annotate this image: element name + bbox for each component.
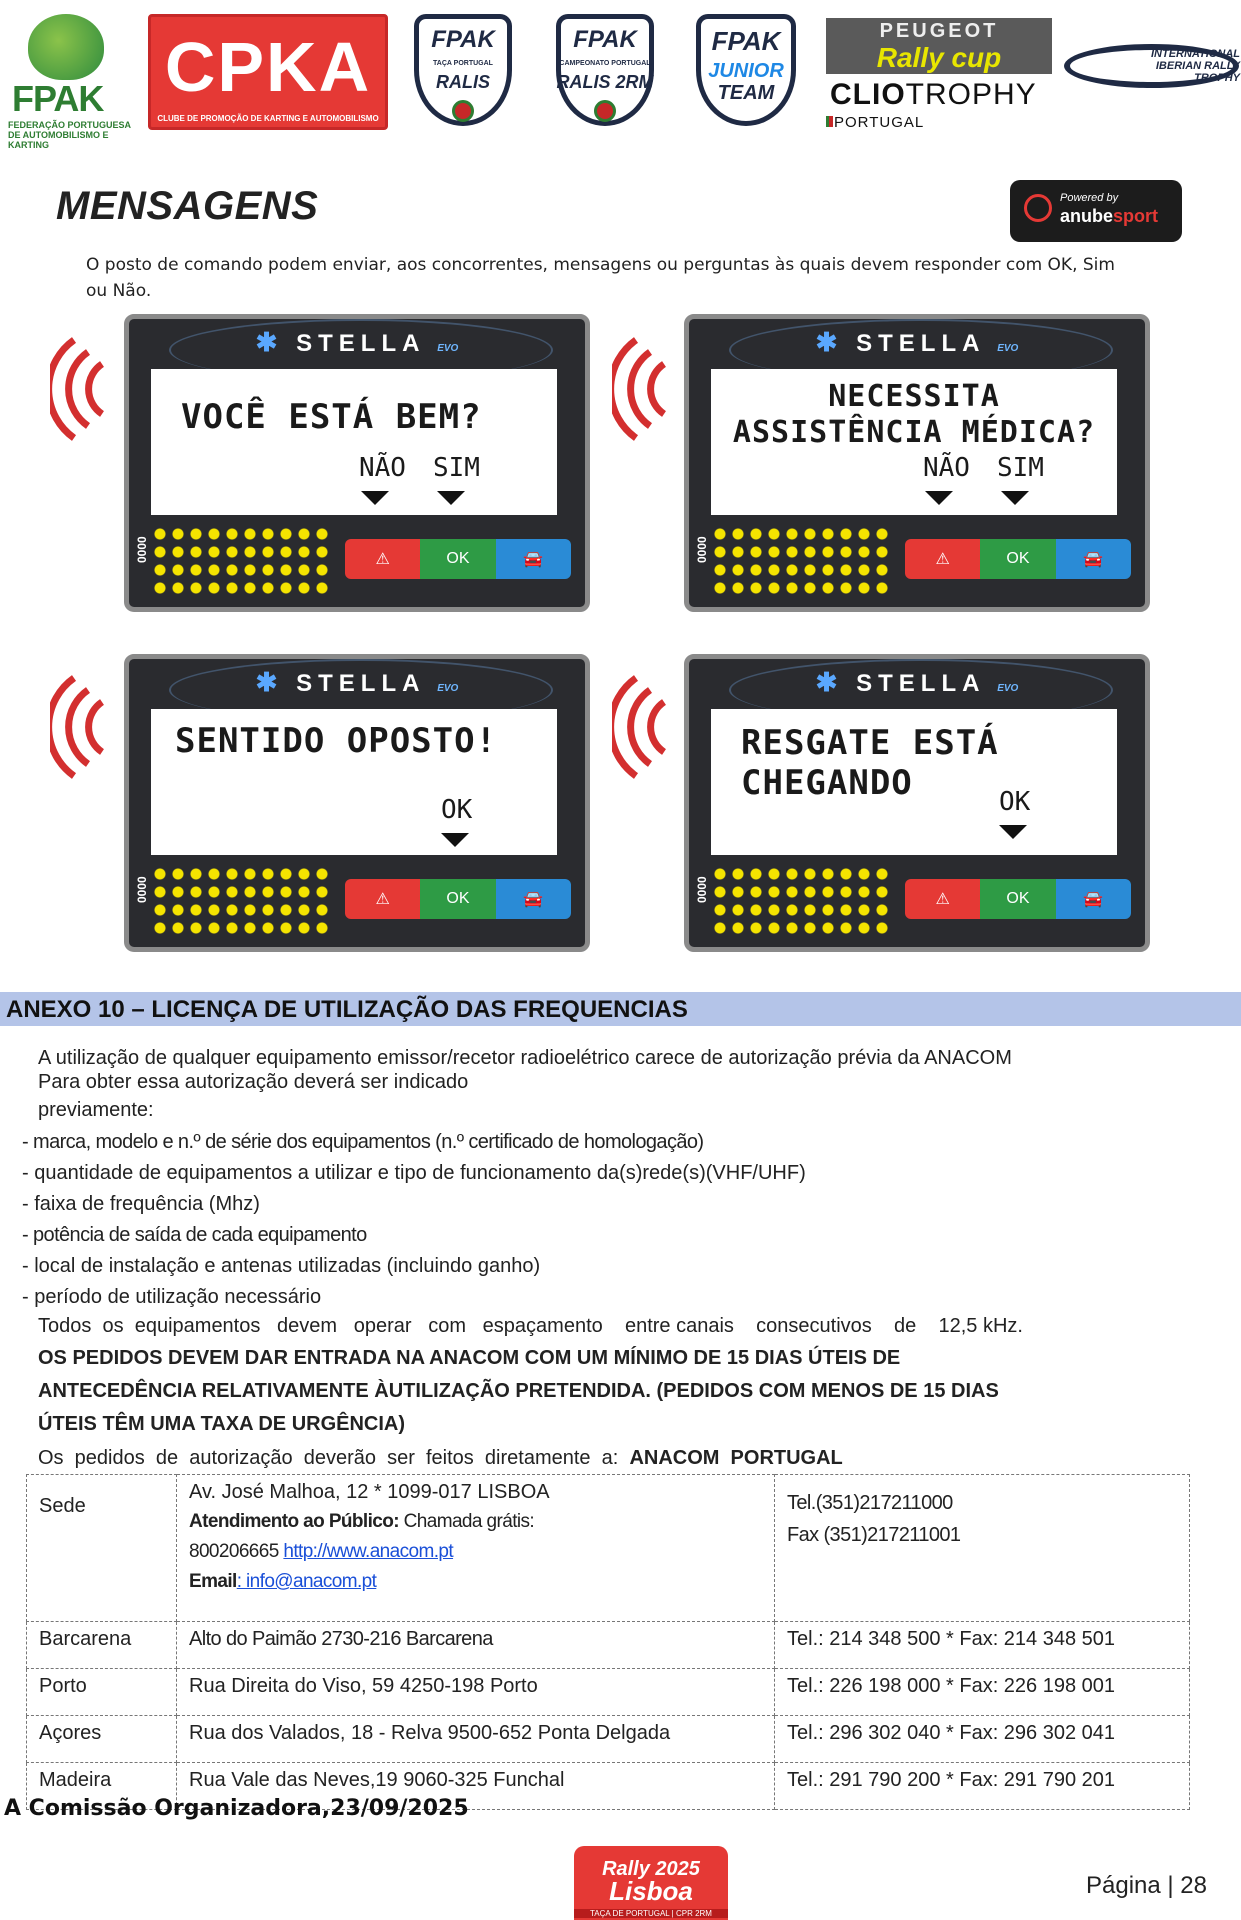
sede-email: Email: info@anacom.pt xyxy=(189,1571,377,1592)
stella-device xyxy=(684,654,1150,952)
fpak-ralis2rm-main: RALIS 2RM xyxy=(556,72,654,92)
arrow-down-icon xyxy=(925,491,953,505)
fpak-ralis-sub: TAÇA PORTUGAL xyxy=(433,60,493,67)
signature-line: A Comissão Organizadora,23/09/2025 xyxy=(4,1796,469,1821)
annex-paragraph-2: Para obter essa autorização deverá ser indicado xyxy=(38,1071,469,1093)
annex-list-item: - quantidade de equipamentos a utilizar e tipo de funcionamento da(s)rede(s)(VHF/UHF) xyxy=(22,1162,806,1184)
peugeot-clio-logo xyxy=(826,18,1056,130)
arrow-down-icon xyxy=(1001,491,1029,505)
table-row xyxy=(27,1622,1190,1669)
led-matrix xyxy=(711,865,891,939)
screen-message-line1: NECESSITA xyxy=(828,379,1000,414)
device-screen xyxy=(151,709,557,855)
portugal-flag-icon xyxy=(826,116,833,127)
annex-list-item: - local de instalação e antenas utilizadas (incluindo ganho) xyxy=(22,1255,541,1277)
place-cell: Barcarena xyxy=(27,1622,177,1669)
fpak-junior-team-logo xyxy=(690,14,802,132)
rally-lisboa-logo xyxy=(574,1846,728,1920)
stella-device xyxy=(684,314,1150,612)
rally-logo-line2: Lisboa xyxy=(609,1876,693,1906)
car-button[interactable]: 🚘 xyxy=(496,539,571,579)
powered-by-badge xyxy=(1010,180,1182,242)
clio-trophy-title: CLIOTROPHY xyxy=(830,78,1037,111)
option-ok[interactable]: OK xyxy=(999,787,1031,817)
iberian-text: INTERNATIONAL IBERIAN RALLY TROPHY xyxy=(1150,48,1240,84)
fpak-ralis-top: FPAK xyxy=(431,26,495,53)
device-buttons xyxy=(905,539,1131,579)
peugeot-rally-cup-banner xyxy=(826,18,1052,74)
alert-button[interactable]: ⚠ xyxy=(905,879,980,919)
device-brand: ✱ STELLA EVO xyxy=(815,667,1019,697)
contact-cell: Tel.: 291 790 200 * Fax: 291 790 201 xyxy=(775,1763,1190,1810)
annex-paragraph-3: previamente: xyxy=(38,1099,154,1121)
device-counter: 0000 xyxy=(135,876,149,903)
option-nao[interactable]: NÃO xyxy=(359,453,406,483)
annex-warning-line3: ÚTEIS TÊM UMA TAXA DE URGÊNCIA) xyxy=(38,1413,406,1435)
option-sim[interactable]: SIM xyxy=(433,453,480,483)
star-icon: ✱ xyxy=(255,667,284,697)
sede-atendimento: Atendimento ao Público: Chamada grátis: xyxy=(189,1511,535,1532)
screen-message-line1: RESGATE ESTÁ xyxy=(741,723,999,763)
star-icon: ✱ xyxy=(815,667,844,697)
portugal-emblem-icon xyxy=(452,100,474,122)
stella-device xyxy=(124,314,590,612)
iberian-rally-logo xyxy=(1064,40,1241,94)
contact-cell xyxy=(775,1475,1190,1622)
section-title: MENSAGENS xyxy=(56,184,319,228)
powered-by-label: Powered by xyxy=(1060,192,1119,204)
alert-button[interactable]: ⚠ xyxy=(345,539,420,579)
device-brand: ✱ STELLA EVO xyxy=(255,327,459,357)
device-screen xyxy=(151,369,557,515)
table-row xyxy=(27,1475,1190,1622)
fpak-ralis-logo xyxy=(404,14,522,132)
sede-fax: Fax (351)217211001 xyxy=(787,1524,961,1546)
fpak-ralis-main: RALIS xyxy=(436,72,490,92)
arrow-down-icon xyxy=(441,833,469,847)
led-matrix xyxy=(711,525,891,599)
anacom-address-table xyxy=(26,1474,1190,1810)
device-brand: ✱ STELLA EVO xyxy=(815,327,1019,357)
junior-line2: TEAM xyxy=(717,82,775,104)
annex-list-item: - período de utilização necessário xyxy=(22,1286,322,1308)
junior-top: FPAK xyxy=(711,26,781,56)
table-row xyxy=(27,1669,1190,1716)
screen-message: SENTIDO OPOSTO! xyxy=(175,721,498,761)
address-cell: Rua Vale das Neves,19 9060-325 Funchal xyxy=(177,1763,775,1810)
contact-cell: Tel.: 296 302 040 * Fax: 296 302 041 xyxy=(775,1716,1190,1763)
car-button[interactable]: 🚘 xyxy=(496,879,571,919)
annex-list-item: - marca, modelo e n.º de série dos equipamentos (n.º certificado de homologação) xyxy=(22,1131,704,1153)
arrow-down-icon xyxy=(437,491,465,505)
contact-cell: Tel.: 226 198 000 * Fax: 226 198 001 xyxy=(775,1669,1190,1716)
led-matrix xyxy=(151,865,331,939)
annex-list-item: - potência de saída de cada equipamento xyxy=(22,1224,367,1246)
star-icon: ✱ xyxy=(255,327,284,357)
annex-warning-line1: OS PEDIDOS DEVEM DAR ENTRADA NA ANACOM COM UM MÍNIMO DE 15 DIAS ÚTEIS DE xyxy=(38,1347,901,1369)
place-cell: Porto xyxy=(27,1669,177,1716)
ok-button[interactable]: OK xyxy=(420,539,495,579)
arrow-down-icon xyxy=(999,825,1027,839)
address-cell: Alto do Paimão 2730-216 Barcarena xyxy=(177,1622,775,1669)
device-buttons xyxy=(905,879,1131,919)
option-sim[interactable]: SIM xyxy=(997,453,1044,483)
portugal-emblem-icon xyxy=(594,100,616,122)
car-button[interactable]: 🚘 xyxy=(1056,539,1131,579)
annex-list-item: - faixa de frequência (Mhz) xyxy=(22,1193,260,1215)
address-cell xyxy=(177,1475,775,1622)
peugeot-cup: Rally cup xyxy=(876,42,1002,73)
device-screen xyxy=(711,369,1117,515)
fpak-ralis2rm-top: FPAK xyxy=(573,26,637,53)
device-brand: ✱ STELLA EVO xyxy=(255,667,459,697)
option-nao[interactable]: NÃO xyxy=(923,453,970,483)
anacom-email-link[interactable]: : info@anacom.pt xyxy=(236,1571,377,1592)
address-cell: Rua Direita do Viso, 59 4250-198 Porto xyxy=(177,1669,775,1716)
screen-message-line2: CHEGANDO xyxy=(741,763,913,803)
alert-button[interactable]: ⚠ xyxy=(345,879,420,919)
annex-warning-line2: ANTECEDÊNCIA RELATIVAMENTE ÀUTILIZAÇÃO PRETENDIDA. (PEDIDOS COM MENOS DE 15 DIAS xyxy=(38,1380,999,1402)
radio-waves-icon xyxy=(612,334,672,444)
intro-text: O posto de comando podem enviar, aos concorrentes, mensagens ou perguntas às quais devem responder com OK, Sim ou Não. xyxy=(86,255,1115,301)
table-row xyxy=(27,1716,1190,1763)
place-cell: Açores xyxy=(27,1716,177,1763)
fpak-ralis2rm-sub: CAMPEONATO PORTUGAL xyxy=(559,60,651,67)
clio-country: PORTUGAL xyxy=(834,114,925,131)
star-icon: ✱ xyxy=(815,327,844,357)
ok-button[interactable]: OK xyxy=(980,539,1055,579)
sede-address: Av. José Malhoa, 12 * 1099-017 LISBOA xyxy=(189,1481,550,1503)
page-number: Página | 28 xyxy=(1086,1872,1207,1899)
anacom-website-link[interactable]: http://www.anacom.pt xyxy=(283,1541,454,1562)
option-ok[interactable]: OK xyxy=(441,795,473,825)
powered-by-brand: anubesport xyxy=(1060,206,1159,226)
device-buttons xyxy=(345,879,571,919)
ok-button[interactable]: OK xyxy=(980,879,1055,919)
radio-waves-icon xyxy=(50,334,110,444)
screen-message-line2: ASSISTÊNCIA MÉDICA? xyxy=(732,415,1096,450)
annex-paragraph-1: A utilização de qualquer equipamento emissor/recetor radioelétrico carece de autorização prévia da ANACOM xyxy=(38,1047,1012,1069)
device-counter: 0000 xyxy=(135,536,149,563)
leaf-icon xyxy=(28,14,104,80)
fpak-logo xyxy=(8,10,131,150)
peugeot-brand: PEUGEOT xyxy=(879,20,999,42)
device-screen xyxy=(711,709,1117,855)
contact-cell: Tel.: 214 348 500 * Fax: 214 348 501 xyxy=(775,1622,1190,1669)
annex-title: ANEXO 10 – LICENÇA DE UTILIZAÇÃO DAS FREQUENCIAS xyxy=(6,996,688,1023)
annex-requests-line: Os pedidos de autorização deverão ser feitos diretamente a: ANACOM PORTUGAL xyxy=(38,1447,843,1469)
stella-device xyxy=(124,654,590,952)
sede-phone-url: 800206665 http://www.anacom.pt xyxy=(189,1541,454,1562)
radio-waves-icon xyxy=(612,672,672,782)
anubesport-icon xyxy=(1024,194,1052,222)
device-buttons xyxy=(345,539,571,579)
sede-tel: Tel.(351)217211000 xyxy=(787,1492,953,1514)
rally-logo-line1: Rally 2025 xyxy=(602,1858,700,1880)
led-matrix xyxy=(151,525,331,599)
rally-logo-line3: TAÇA DE PORTUGAL | CPR 2RM xyxy=(574,1909,728,1918)
fpak-ralis2rm-logo xyxy=(546,14,664,132)
alert-button[interactable]: ⚠ xyxy=(905,539,980,579)
junior-line1: JUNIOR xyxy=(708,60,784,82)
annex-spacing-text: Todos os equipamentos devem operar com espaçamento entre canais consecutivos de 12,5 kHz. xyxy=(38,1315,1023,1337)
address-cell: Rua dos Valados, 18 - Relva 9500-652 Ponta Delgada xyxy=(177,1716,775,1763)
car-button[interactable]: 🚘 xyxy=(1056,879,1131,919)
radio-waves-icon xyxy=(50,672,110,782)
arrow-down-icon xyxy=(361,491,389,505)
cpka-logo xyxy=(148,14,388,130)
place-cell: Sede xyxy=(27,1475,177,1622)
cpka-logo-name: CPKA xyxy=(164,28,372,106)
screen-message: VOCÊ ESTÁ BEM? xyxy=(181,397,482,437)
fpak-logo-name: FPAK xyxy=(12,78,104,119)
ok-button[interactable]: OK xyxy=(420,879,495,919)
device-counter: 0000 xyxy=(695,876,709,903)
fpak-logo-sub: FEDERAÇÃO PORTUGUESA DE AUTOMOBILISMO E KARTING xyxy=(8,120,131,150)
cpka-logo-sub: CLUBE DE PROMOÇÃO DE KARTING E AUTOMOBILISMO xyxy=(157,114,379,123)
place-cell: Madeira xyxy=(27,1763,177,1810)
device-counter: 0000 xyxy=(695,536,709,563)
